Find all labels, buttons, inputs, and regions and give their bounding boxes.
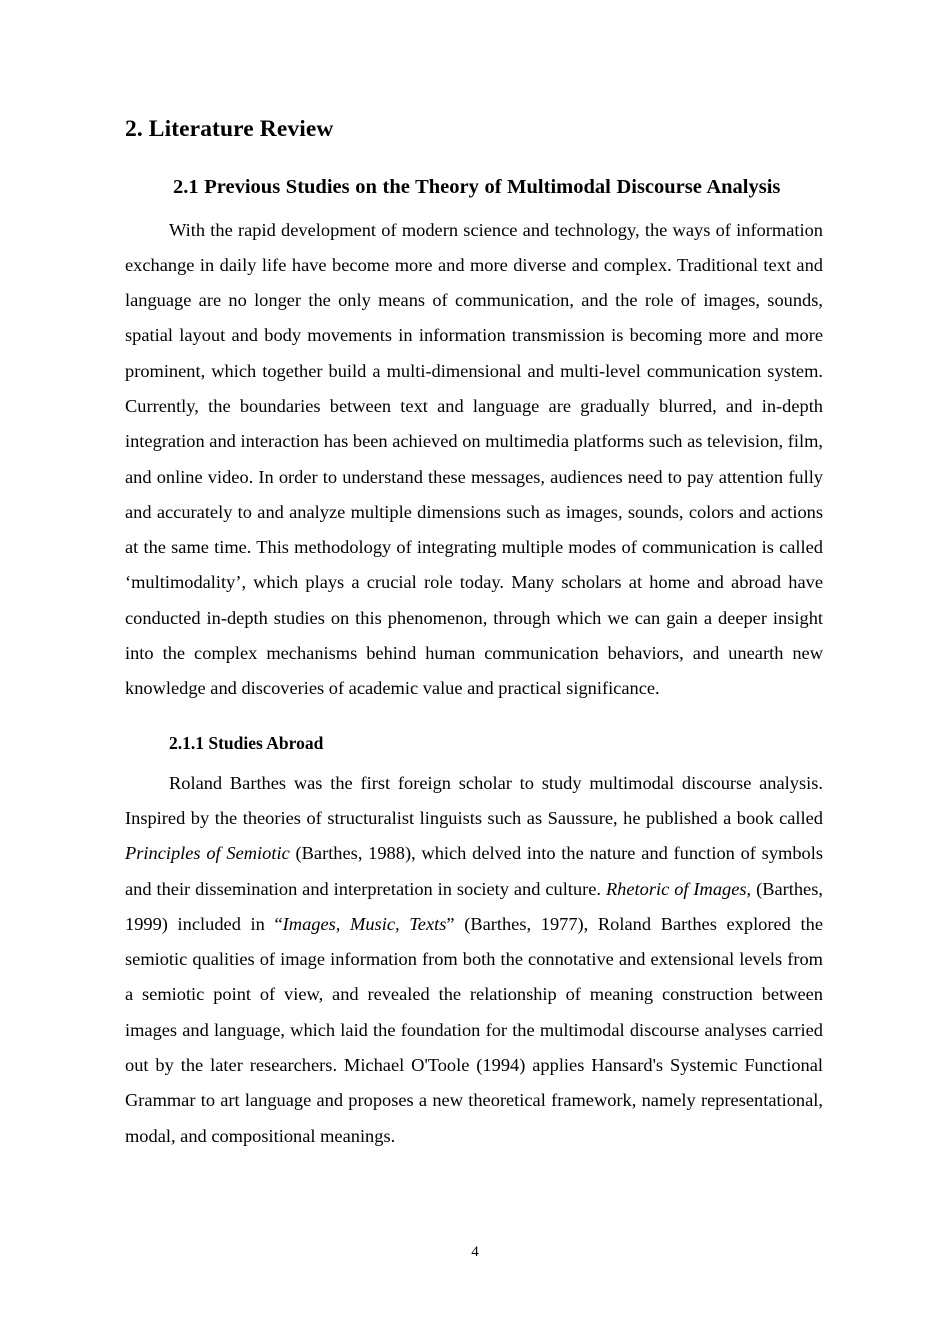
barthes-text-segment-3: , (Barthes, 1999) included in “ bbox=[125, 878, 823, 934]
paragraph-barthes bbox=[125, 766, 823, 1154]
barthes-text-segment-1: Roland Barthes was the first foreign scholar to study multimodal discourse analysis. Inspired by the theories of structuralist linguists such as Saussure, he published a book called bbox=[125, 772, 823, 828]
subsection-heading-2-1-1: 2.1.1 Studies Abroad bbox=[169, 732, 324, 753]
page-content bbox=[125, 118, 823, 1154]
barthes-text-segment-2: (Barthes, 1988), which delved into the nature and function of symbols and their dissemination and interpretation in society and culture. bbox=[125, 843, 823, 899]
page-number: 4 bbox=[471, 1244, 479, 1260]
chapter-heading: 2. Literature Review bbox=[125, 116, 334, 142]
book-title-rhetoric-of-images: Rhetoric of Images bbox=[605, 878, 747, 899]
book-title-images-music-texts: Images, Music, Texts bbox=[282, 913, 447, 934]
barthes-text-segment-4: ” (Barthes, 1977), Roland Barthes explored the semiotic qualities of image information from both the connotative and extensional levels from a semiotic point of view, and revealed the relationship of meaning construction between images and language, which laid the foundation for the multimodal discourse analyses carried out by the later researchers. Michael O'Toole (1994) applies Hansard's Systemic Functional Grammar to art language and proposes a new theoretical framework, namely representational, modal, and compositional meanings. bbox=[125, 913, 823, 1146]
section-heading-2-1: 2.1 Previous Studies on the Theory of Multimodal Discourse Analysis bbox=[173, 175, 781, 198]
book-title-principles-of-semiotic: Principles of Semiotic bbox=[125, 843, 290, 864]
paragraph-intro: With the rapid development of modern science and technology, the ways of information exchange in daily life have become more and more diverse and complex. Traditional text and language are no longer the only means of communication, and the role of images, sounds, spatial layout and body movements in information transmission is becoming more and more prominent, which together build a multi-dimensional and multi-level communication system. Currently, the boundaries between text and language are gradually blurred, and in-depth integration and interaction has been achieved on multimedia platforms such as television, film, and online video. In order to understand these messages, audiences need to pay attention fully and accurately to and analyze multiple dimensions such as images, sounds, colors and actions at the same time. This methodology of integrating multiple modes of communication is called ‘multimodality’, which plays a crucial role today. Many scholars at home and abroad have conducted in-depth studies on this phenomenon, through which we can gain a deeper insight into the complex mechanisms behind human communication behaviors, and unearth new knowledge and discoveries of academic value and practical significance. bbox=[125, 219, 823, 699]
